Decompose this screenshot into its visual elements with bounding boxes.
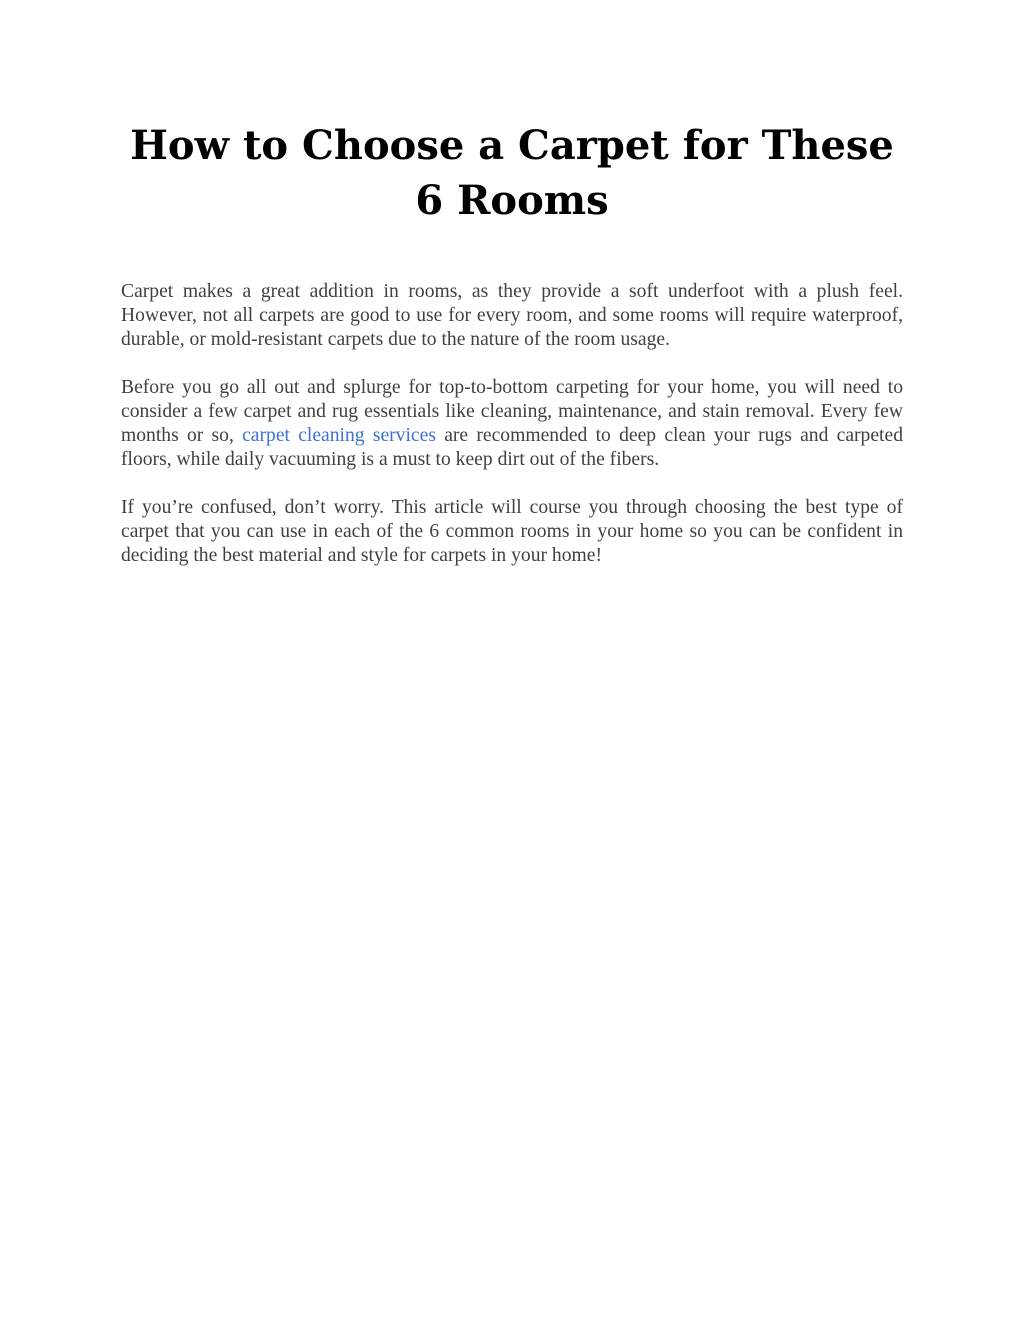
article-title: How to Choose a Carpet for These 6 Rooms <box>130 122 894 224</box>
paragraph-intro: Carpet makes a great addition in rooms, as they provide a soft underfoot with a plush feel. However, not all carpets are good to use for every room, and some rooms will require waterproof, durable, or mold-resistant carpets due to the nature of the room usage. <box>121 281 903 350</box>
paragraph-cleaning-text-start: Before you go all out and splurge for top-to-bottom carpeting for your home, you will need to consider a few carpet and rug essentials like cleaning, maintenance, and stain removal. Every few months or so, <box>121 377 903 446</box>
paragraph-guide: If you’re confused, don’t worry. This article will course you through choosing the best type of carpet that you can use in each of the 6 common rooms in your home so you can be confident in deciding the best material and style for carpets in your home! <box>121 497 903 566</box>
article-body <box>121 280 903 592</box>
paragraph-cleaning <box>121 376 903 472</box>
carpet-cleaning-services-link[interactable]: carpet cleaning services <box>242 425 436 446</box>
paragraph-cleaning-text-end: are recommended to deep clean your rugs and carpeted floors, while daily vacuuming is a must to keep dirt out of the fibers. <box>121 425 903 470</box>
